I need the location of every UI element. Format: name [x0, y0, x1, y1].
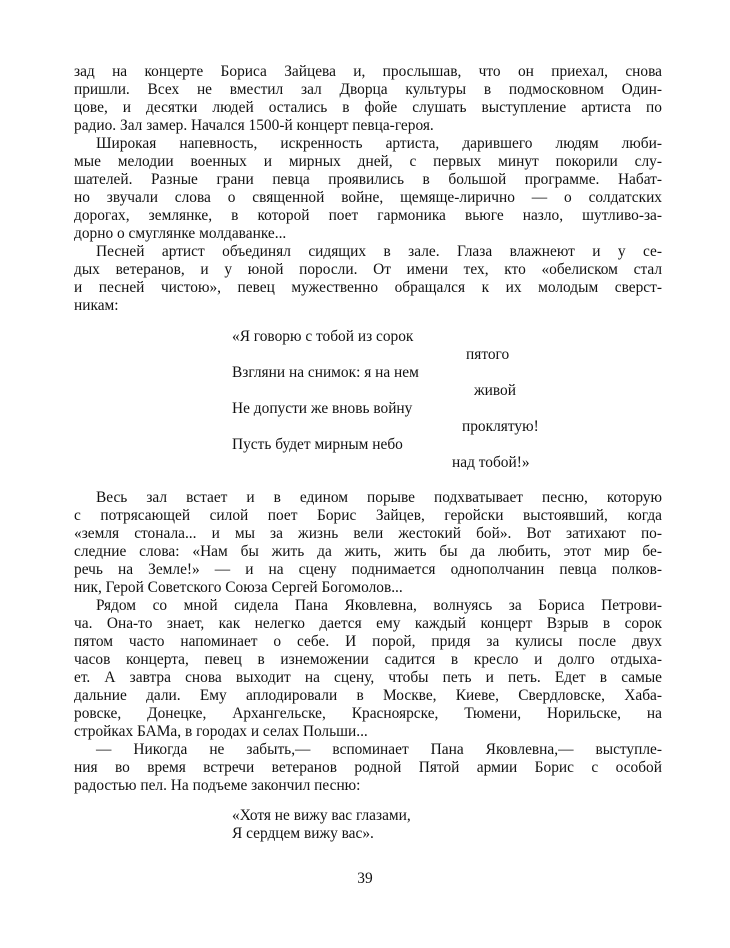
text-line: дорогах, землянке, в которой поет гармоника вьюге назло, шутливо-за-	[74, 207, 662, 224]
text-line: радио. Зал замер. Начался 1500-й концерт певца-героя.	[74, 117, 434, 134]
text-line: ча. Она-то знает, как нелегко дается ему каждый концерт Взрыв в сорок	[74, 615, 662, 632]
text-line: следние слова: «Нам бы жить да жить, жить бы да любить, этот мир бе-	[74, 543, 662, 560]
text-line: и песней чистою», певец мужественно обращался к их молодым сверст-	[74, 279, 662, 296]
text-line: зад на концерте Бориса Зайцева и, прослышав, что он приехал, снова	[74, 63, 662, 80]
text-line: ния во время встречи ветеранов родной Пятой армии Борис с особой	[74, 759, 662, 776]
poem-line: проклятую!	[462, 418, 539, 435]
text-line: ник, Герой Советского Союза Сергей Богомолов...	[74, 579, 403, 596]
poem-line: живой	[474, 382, 516, 399]
text-line: «земля стонала... и мы за жизнь вели жестокий бой». Вот затихают по-	[74, 525, 662, 542]
poem-line: Взгляни на снимок: я на нем	[232, 364, 419, 381]
text-line: радостью пел. На подъеме закончил песню:	[74, 777, 361, 794]
text-line: речь на Земле!» — и на сцену поднимается однополчанин певца полков-	[74, 561, 662, 578]
page-number: 39	[357, 870, 373, 887]
poem-line: Не допусти же вновь войну	[232, 400, 413, 417]
text-line: стройках БАМа, в городах и селах Польши...	[74, 723, 368, 740]
poem-line: «Хотя не вижу вас глазами,	[232, 807, 411, 824]
text-line: но звучали слова о священной войне, щемяще-лирично — о солдатских	[74, 189, 662, 206]
text-line: Широкая напевность, искренность артиста, дарившего людям люби-	[96, 135, 662, 152]
poem-line: пятого	[466, 346, 510, 363]
text-line: дорно о смуглянке молдаванке...	[74, 225, 287, 242]
text-line: никам:	[74, 297, 119, 314]
text-line: ровске, Донецке, Архангельске, Красноярске, Тюмени, Норильске, на	[74, 705, 662, 722]
text-line: с потрясающей силой поет Борис Зайцев, геройски выстоявший, когда	[74, 507, 662, 524]
text-line: цове, и десятки людей остались в фойе слушать выступление артиста по	[74, 99, 662, 116]
text-line: Рядом со мной сидела Пана Яковлевна, волнуясь за Бориса Петрови-	[96, 597, 662, 614]
poem-line: Пусть будет мирным небо	[232, 436, 403, 453]
text-line: мые мелодии военных и мирных дней, с первых минут покорили слу-	[74, 153, 662, 170]
text-line: Весь зал встает и в едином порыве подхватывает песню, которую	[96, 489, 662, 506]
poem-line: над тобой!»	[452, 454, 530, 471]
text-line: — Никогда не забыть,— вспоминает Пана Яковлевна,— выступле-	[96, 741, 662, 758]
text-line: Песней артист объединял сидящих в зале. Глаза влажнеют и у се-	[96, 243, 662, 260]
poem-line: Я сердцем вижу вас».	[232, 825, 374, 842]
text-line: часов концерта, певец в изнеможении садится в кресло и долго отдыха-	[74, 651, 662, 668]
poem-line: «Я говорю с тобой из сорок	[232, 328, 414, 345]
text-line: пятом часто напоминает о себе. И порой, придя за кулисы после двух	[74, 633, 662, 650]
text-line: дальние дали. Ему аплодировали в Москве, Киеве, Свердловске, Хаба-	[74, 687, 662, 704]
text-line: шателей. Разные грани певца проявились в большой программе. Набат-	[74, 171, 662, 188]
text-line: пришли. Всех не вместил зал Дворца культуры в подмосковном Один-	[74, 81, 662, 98]
text-line: ет. А завтра снова выходит на сцену, чтобы петь и петь. Едет в самые	[74, 669, 662, 686]
text-line: дых ветеранов, и у юной поросли. От имени тех, кто «обелиском стал	[74, 261, 662, 278]
